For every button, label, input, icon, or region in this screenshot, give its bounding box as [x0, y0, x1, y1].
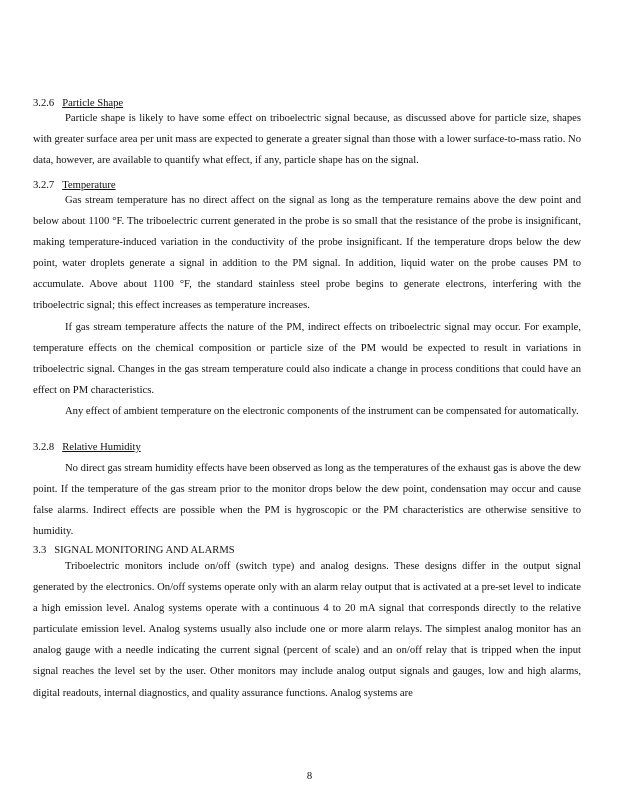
section-number: 3.2.7 [33, 180, 55, 191]
paragraph-temperature-1: Gas stream temperature has no direct affect on the signal as long as the temperature remains above the dew point and below about 1100 °F. The triboelectric current generated in the probe is so small that the resistance of the probe is insignificant, making temperature-induced variation in the conductivity of the probe insignificant. If the temperature drops below the dew point, water droplets generate a signal in addition to the PM signal. In addition, liquid water on the probe causes PM to accumulate. Above about 1100 °F, the standard stainless steel probe begins to generate electrons, interfering with the triboelectric signal; this effect increases as temperature increases. [33, 195, 581, 312]
section-number: 3.2.8 [33, 442, 55, 453]
page-number: 8 [306, 771, 313, 782]
paragraph-signal-monitoring: Triboelectric monitors include on/off (switch type) and analog designs. These designs differ in the output signal generated by the electronics. On/off systems operate only with an alarm relay output that is activated at a pre-set level to indicate a high emission level. Analog systems operate with a continuous 4 to 20 mA signal that corresponds directly to the relative particulate emission level. Analog systems usually also include one or more alarm relays. The simplest analog monitor has an analog gauge with a needle indicating the current signal (percent of scale) and an on/off relay that is tripped when the input signal reaches the level set by the user. Other monitors may include analog output signals and gauges, low and high alarms, digital readouts, internal diagnostics, and quality assurance functions. Analog systems are [33, 561, 581, 699]
section-title: Temperature [62, 180, 116, 191]
paragraph-relative-humidity: No direct gas stream humidity effects have been observed as long as the temperatures of the exhaust gas is above the dew point. If the temperature of the gas stream prior to the monitor drops below the dew point, condensation may occur and cause false alarms. Indirect effects are possible when the PM is hygroscopic or the PM characteristics are otherwise sensitive to humidity. [33, 463, 581, 538]
section-number: 3.3 [33, 545, 47, 556]
section-title: SIGNAL MONITORING AND ALARMS [54, 545, 235, 556]
section-title: Relative Humidity [62, 442, 141, 453]
section-number: 3.2.6 [33, 98, 55, 109]
section-title: Particle Shape [62, 98, 124, 109]
paragraph-temperature-2: If gas stream temperature affects the nature of the PM, indirect effects on triboelectric signal may occur. For example, temperature effects on the chemical composition or particle size of the PM would be expected to result in variations in triboelectric signal. Changes in the gas stream temperature could also indicate a change in process conditions that could have an effect on PM characteristics. [33, 322, 581, 397]
heading-relative-humidity [33, 441, 581, 454]
paragraph-temperature-3: Any effect of ambient temperature on the electronic components of the instrument can be compensated for automatically. [65, 406, 579, 417]
paragraph-particle-shape: Particle shape is likely to have some effect on triboelectric signal because, as discussed above for particle size, shapes with greater surface area per unit mass are expected to generate a greater signal than those with a lower surface-to-mass ratio. No data, however, are available to quantify what effect, if any, particle shape has on the signal. [33, 113, 581, 167]
